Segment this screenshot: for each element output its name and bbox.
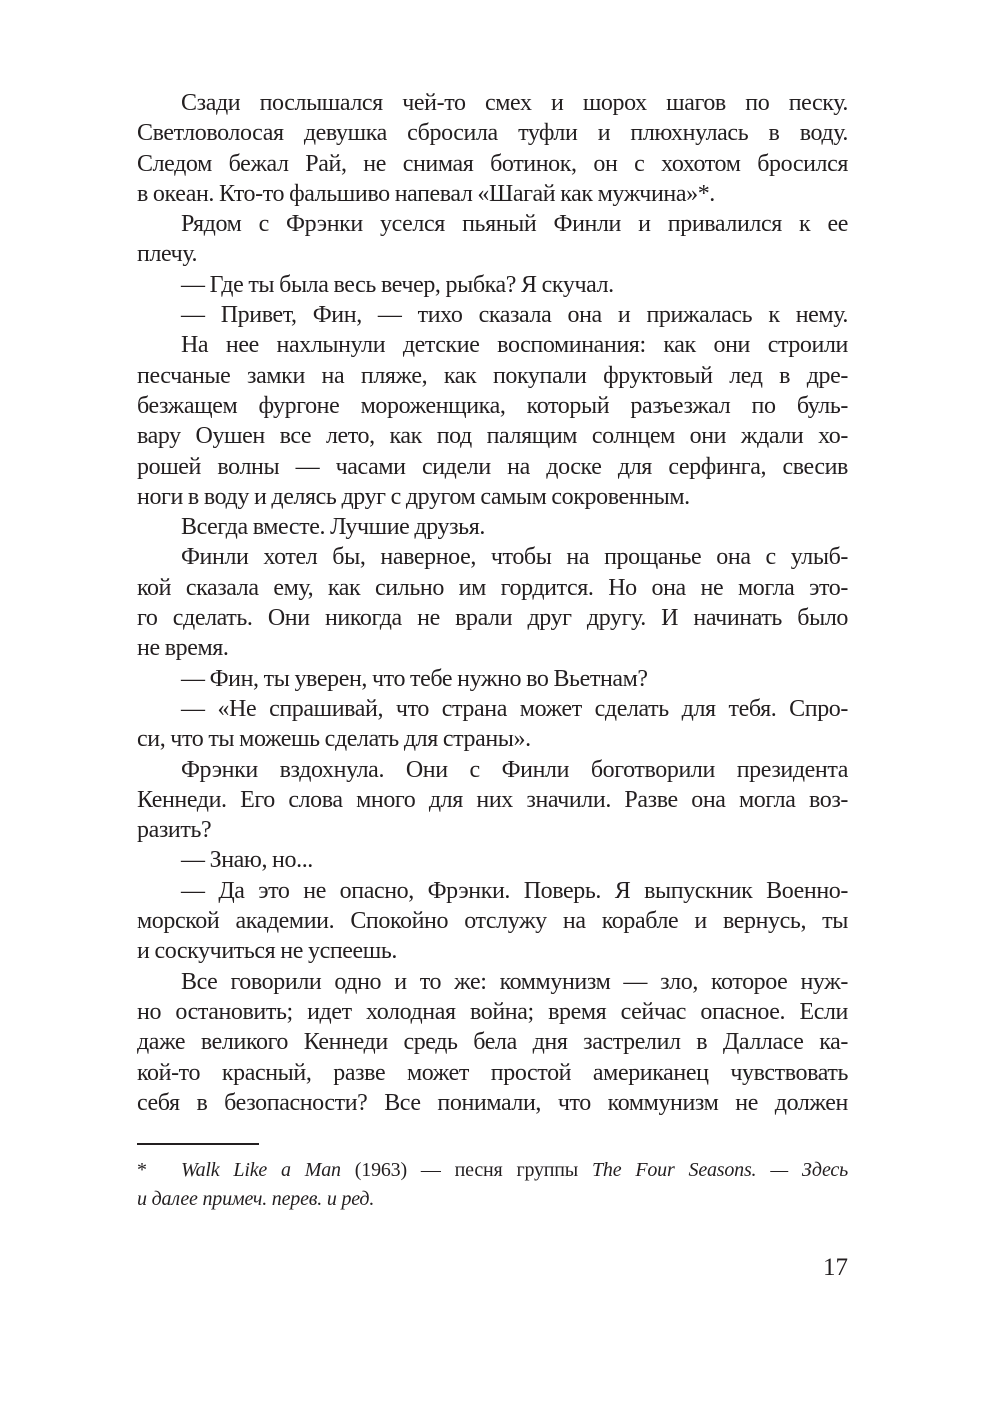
text-line: ноги в воду и делясь друг с другом самым сокровенным. bbox=[137, 483, 690, 510]
footnote bbox=[137, 1156, 848, 1213]
text-line: рошей волны — часами сидели на доске для серфинга, свесив bbox=[137, 453, 848, 480]
page-number: 17 bbox=[823, 1254, 848, 1281]
text-line: себя в безопасности? Все понимали, что коммунизм не должен bbox=[137, 1089, 848, 1116]
text-line: — Знаю, но... bbox=[181, 847, 313, 874]
footnote-line bbox=[137, 1185, 848, 1214]
text-line: и соскучиться не успеешь. bbox=[137, 938, 398, 965]
body-text bbox=[137, 88, 848, 1118]
text-line: — Да это не опасно, Фрэнки. Поверь. Я выпускник Военно- bbox=[181, 877, 848, 904]
text-line: кой-то красный, разве может простой американец чувствовать bbox=[137, 1059, 848, 1086]
text-line: — «Не спрашивай, что страна может сделать для тебя. Спро- bbox=[181, 695, 848, 722]
text-line: вару Оушен все лето, как под палящим солнцем они ждали хо- bbox=[137, 423, 848, 450]
text-line: плечу. bbox=[137, 241, 198, 268]
text-line: песчаные замки на пляже, как покупали фруктовый лед в дре- bbox=[137, 362, 848, 389]
text-line: Светловолосая девушка сбросила туфли и плюхнулась в воду. bbox=[137, 120, 848, 147]
text-line: Всегда вместе. Лучшие друзья. bbox=[181, 514, 485, 541]
footnote-divider bbox=[137, 1143, 259, 1145]
text-line: в океан. Кто-то фальшиво напевал «Шагай как мужчина»*. bbox=[137, 180, 715, 207]
text-line: си, что ты можешь сделать для страны». bbox=[137, 726, 531, 753]
text-line: безжащем фургоне мороженщика, который разъезжал по буль- bbox=[137, 392, 848, 419]
text-line: — Фин, ты уверен, что тебе нужно во Вьетнам? bbox=[181, 665, 648, 692]
text-line: разить? bbox=[137, 817, 212, 844]
text-line: Рядом с Фрэнки уселся пьяный Финли и привалился к ее bbox=[181, 211, 848, 238]
text-line: Кеннеди. Его слова много для них значили. Разве она могла воз- bbox=[137, 786, 848, 813]
text-line: го сделать. Они никогда не врали друг другу. И начинать было bbox=[137, 605, 848, 632]
footnote-segment: The Four Seasons. — Здесь bbox=[592, 1159, 848, 1181]
footnote-line bbox=[137, 1156, 848, 1185]
text-line: не время. bbox=[137, 635, 229, 662]
text-line: Следом бежал Рай, не снимая ботинок, он с хохотом бросился bbox=[137, 150, 848, 177]
text-line: кой сказала ему, как сильно им гордится. Но она не могла это- bbox=[137, 574, 848, 601]
text-line: На нее нахлынули детские воспоминания: как они строили bbox=[181, 332, 848, 359]
text-line: морской академии. Спокойно отслужу на корабле и вернусь, ты bbox=[137, 908, 848, 935]
footnote-segment: и далее примеч. перев. и ред. bbox=[137, 1187, 375, 1210]
text-line: Фрэнки вздохнула. Они с Финли боготворили президента bbox=[181, 756, 848, 783]
text-line: — Привет, Фин, — тихо сказала она и прижалась к нему. bbox=[181, 302, 848, 329]
footnote-segment: (1963) — песня группы bbox=[340, 1159, 592, 1181]
footnote-marker: * bbox=[137, 1159, 147, 1181]
footnote-segment: Walk Like a Man bbox=[181, 1159, 341, 1181]
text-line: — Где ты была весь вечер, рыбка? Я скучал. bbox=[181, 271, 614, 298]
text-line: Сзади послышался чей-то смех и шорох шагов по песку. bbox=[181, 90, 848, 116]
text-line: Финли хотел бы, наверное, чтобы на прощанье она с улыб- bbox=[181, 544, 848, 571]
text-line: даже великого Кеннеди средь бела дня застрелил в Далласе ка- bbox=[137, 1029, 848, 1056]
text-line: но остановить; идет холодная война; время сейчас опасное. Если bbox=[137, 998, 848, 1025]
text-line: Все говорили одно и то же: коммунизм — зло, которое нуж- bbox=[181, 968, 848, 995]
